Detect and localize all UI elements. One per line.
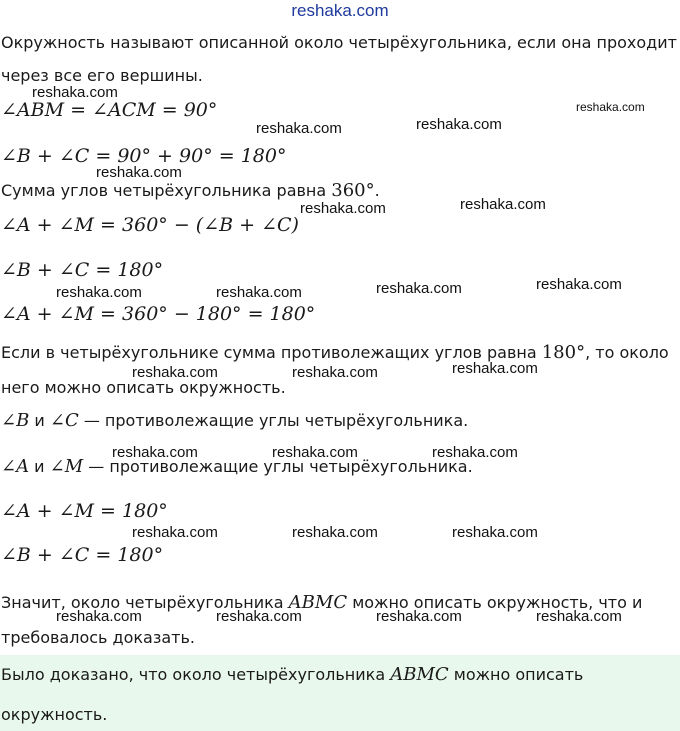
formula-b-c-180: ∠B + ∠C = 180° — [1, 544, 164, 566]
watermark: reshaka.com — [292, 364, 378, 381]
formula-sum-a-m: ∠A + ∠M = 360° − (∠B + ∠C) — [1, 214, 299, 236]
formula-a-m-result: ∠A + ∠M = 360° − 180° = 180° — [1, 303, 316, 325]
watermark: reshaka.com — [460, 196, 546, 213]
watermark: reshaka.com — [32, 84, 118, 101]
watermark: reshaka.com — [272, 444, 358, 461]
watermark: reshaka.com — [112, 444, 198, 461]
conclusion-line-2: требовалось доказать. — [1, 628, 196, 647]
watermark: reshaka.com — [536, 608, 622, 625]
watermark: reshaka.com — [376, 280, 462, 297]
watermark: reshaka.com — [376, 608, 462, 625]
watermark: reshaka.com — [292, 524, 378, 541]
conclusion-line-1: Значит, около четырёхугольника ABMC можно описать окружность, что и — [1, 592, 643, 613]
angle-sum-sentence: Сумма углов четырёхугольника равна 360°. — [1, 180, 380, 201]
opposite-a-m-line: ∠A и ∠M — противолежащие углы четырёхугольника. — [1, 456, 473, 477]
result-line-2: окружность. — [1, 705, 108, 724]
watermark: reshaka.com — [132, 524, 218, 541]
watermark: reshaka.com — [56, 608, 142, 625]
watermark: reshaka.com — [56, 284, 142, 301]
watermark: reshaka.com — [300, 200, 386, 217]
watermark: reshaka.com — [416, 116, 502, 133]
theorem-line-2: него можно описать окружность. — [1, 378, 286, 397]
formula-a-m-180: ∠A + ∠M = 180° — [1, 500, 168, 522]
watermark: reshaka.com — [452, 360, 538, 377]
opposite-b-c-line: ∠B и ∠C — противолежащие углы четырёхугольника. — [1, 410, 469, 431]
watermark: reshaka.com — [536, 276, 622, 293]
watermark: reshaka.com — [452, 524, 538, 541]
watermark: reshaka.com — [576, 100, 645, 114]
result-line-1: Было доказано, что около четырёхугольника ABMC можно описать — [1, 664, 584, 685]
watermark: reshaka.com — [216, 284, 302, 301]
top-watermark: reshaka.com — [291, 1, 389, 20]
definition-line-1: Окружность называют описанной около четырёхугольника, если она проходит — [1, 33, 677, 52]
formula-sum-b-c-180: ∠B + ∠C = 180° — [1, 259, 164, 281]
definition-line-2: через все его вершины. — [1, 66, 203, 85]
theorem-line-1: Если в четырёхугольнике сумма противолежащих углов равна 180°, то около — [1, 342, 669, 363]
watermark: reshaka.com — [216, 608, 302, 625]
formula-right-angles: ∠ABM = ∠ACM = 90° — [1, 99, 218, 121]
formula-sum-b-c: ∠B + ∠C = 90° + 90° = 180° — [1, 145, 287, 167]
watermark: reshaka.com — [432, 444, 518, 461]
watermark: reshaka.com — [132, 364, 218, 381]
watermark: reshaka.com — [256, 120, 342, 137]
watermark: reshaka.com — [96, 164, 182, 181]
